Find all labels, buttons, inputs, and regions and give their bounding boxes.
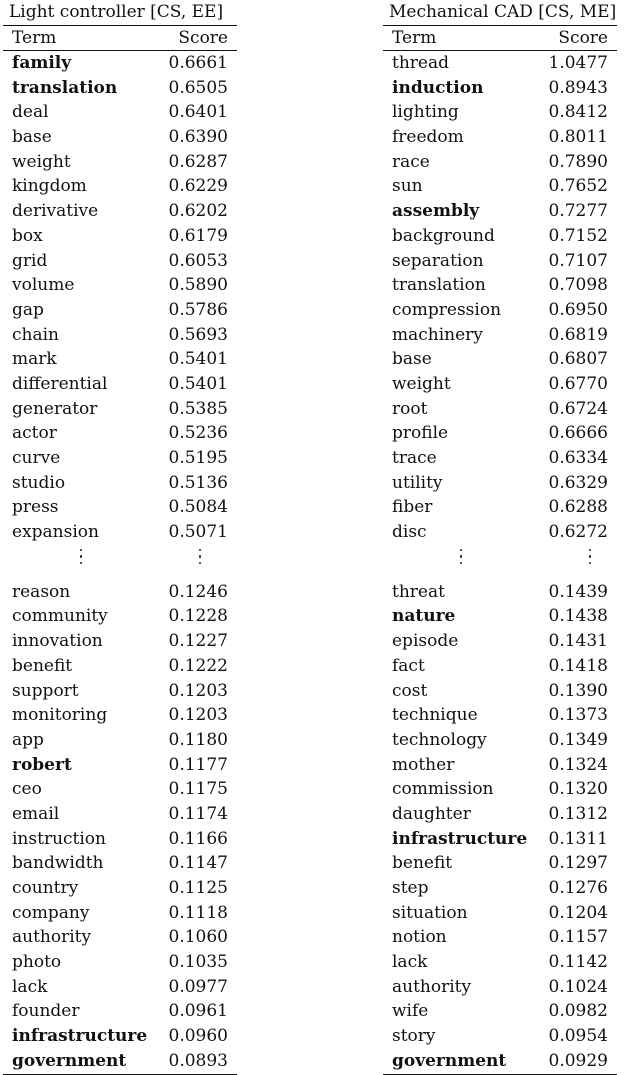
score-cell: 0.1024	[548, 976, 608, 997]
table-row	[383, 629, 617, 654]
score-cell: 0.6661	[168, 53, 228, 73]
score-cell: 0.8943	[548, 77, 608, 98]
table-header-row	[3, 26, 237, 51]
table-row	[3, 728, 237, 753]
table-row	[3, 520, 237, 545]
table-row	[3, 174, 237, 199]
term-cell: translation	[392, 275, 486, 296]
score-cell: 0.0960	[168, 1026, 228, 1047]
score-cell: 0.6390	[168, 127, 228, 148]
score-cell: 0.5401	[168, 373, 228, 394]
term-cell: infrastructure	[12, 1026, 148, 1047]
term-cell: ceo	[12, 779, 42, 800]
table-caption: Mechanical CAD [CS, ME]	[383, 0, 617, 26]
term-cell: infrastructure	[392, 828, 528, 849]
table-row	[383, 495, 617, 520]
table-row	[3, 150, 237, 175]
term-cell: chain	[12, 324, 59, 345]
term-cell: country	[12, 878, 79, 898]
table-row	[3, 604, 237, 629]
table-row	[383, 199, 617, 224]
score-cell: 0.1373	[548, 705, 608, 726]
score-cell: 0.1203	[168, 705, 228, 726]
term-cell: differential	[12, 373, 108, 394]
term-cell: authority	[12, 927, 92, 948]
score-cell: 0.1166	[168, 828, 228, 849]
table-row	[383, 851, 617, 876]
score-cell: 0.0982	[548, 1001, 608, 1022]
term-cell: gap	[12, 299, 44, 320]
table-row	[383, 876, 617, 901]
ellipsis-row	[383, 545, 617, 580]
term-cell: mark	[12, 349, 57, 370]
table-row	[383, 679, 617, 704]
score-cell: 0.5890	[168, 275, 228, 296]
term-cell: government	[12, 1050, 127, 1071]
table-row	[383, 174, 617, 199]
term-cell: induction	[392, 77, 484, 98]
term-cell: grid	[12, 250, 48, 271]
term-cell: reason	[12, 581, 71, 602]
table-row	[3, 347, 237, 372]
score-cell: 0.1431	[548, 631, 608, 652]
score-cell: 0.8011	[548, 127, 608, 148]
term-cell: support	[12, 680, 79, 701]
term-cell: curve	[12, 448, 61, 468]
term-cell: kingdom	[12, 176, 87, 197]
term-cell: situation	[392, 902, 468, 923]
score-cell: 0.6179	[168, 225, 228, 246]
score-cell: 0.0977	[168, 976, 228, 997]
term-cell: race	[392, 151, 430, 172]
term-cell: freedom	[392, 127, 464, 148]
score-cell: 0.0929	[548, 1050, 608, 1071]
score-cell: 0.1324	[548, 754, 608, 775]
vertical-ellipsis-icon	[78, 545, 84, 575]
table-row	[3, 975, 237, 1000]
table-row	[3, 851, 237, 876]
table-row	[3, 629, 237, 654]
table-row	[3, 777, 237, 802]
table-row	[383, 51, 617, 76]
table-row	[383, 76, 617, 101]
score-cell: 0.1312	[548, 803, 608, 824]
term-cell: sun	[392, 176, 423, 197]
score-cell: 0.5195	[168, 448, 228, 468]
table-row	[383, 950, 617, 975]
term-cell: notion	[392, 927, 447, 948]
score-column-header: Score	[558, 28, 608, 48]
table-row	[383, 471, 617, 496]
term-cell: founder	[12, 1001, 80, 1022]
term-cell: volume	[12, 275, 75, 296]
score-cell: 0.1142	[548, 952, 608, 973]
term-cell: base	[392, 349, 432, 370]
term-cell: expansion	[12, 522, 99, 543]
score-cell: 0.6724	[548, 398, 608, 419]
term-cell: step	[392, 878, 429, 898]
table-row	[3, 224, 237, 249]
term-cell: technique	[392, 705, 478, 726]
score-cell: 0.0961	[168, 1001, 228, 1022]
table-row	[3, 901, 237, 926]
term-cell: threat	[392, 581, 445, 602]
table-row	[3, 199, 237, 224]
table-row	[3, 446, 237, 471]
table-row	[383, 150, 617, 175]
table-row	[383, 753, 617, 778]
table-row	[3, 51, 237, 76]
score-cell: 0.7098	[548, 275, 608, 296]
table-row	[383, 975, 617, 1000]
score-cell: 0.5401	[168, 349, 228, 370]
score-cell: 0.1180	[168, 729, 228, 750]
table-row	[3, 679, 237, 704]
score-cell: 0.6819	[548, 324, 608, 345]
table-row	[3, 495, 237, 520]
top-rows	[383, 51, 617, 545]
table-row	[3, 876, 237, 901]
term-column-header: Term	[392, 28, 437, 48]
table-row	[3, 703, 237, 728]
table-row	[383, 520, 617, 545]
table-row	[383, 1049, 617, 1074]
score-cell: 0.1297	[548, 853, 608, 874]
table-row	[383, 703, 617, 728]
score-cell: 0.1418	[548, 655, 608, 676]
score-cell: 1.0477	[548, 53, 608, 73]
score-cell: 0.6287	[168, 151, 228, 172]
term-cell: story	[392, 1026, 436, 1047]
term-cell: instruction	[12, 828, 106, 849]
score-column-header: Score	[178, 28, 228, 48]
term-cell: benefit	[392, 853, 453, 874]
score-cell: 0.1438	[548, 606, 608, 627]
term-cell: utility	[392, 472, 443, 493]
score-cell: 0.6807	[548, 349, 608, 370]
term-cell: weight	[392, 373, 451, 394]
table-row	[383, 925, 617, 950]
score-cell: 0.6288	[548, 497, 608, 518]
table-row	[3, 421, 237, 446]
term-cell: robert	[12, 754, 72, 775]
term-cell: company	[12, 902, 90, 923]
term-cell: base	[12, 127, 52, 148]
table-row	[3, 950, 237, 975]
table-row	[3, 298, 237, 323]
score-cell: 0.8412	[548, 102, 608, 123]
term-cell: cost	[392, 680, 428, 701]
score-cell: 0.6505	[168, 77, 228, 98]
score-cell: 0.1439	[548, 581, 608, 602]
term-cell: profile	[392, 423, 449, 444]
term-cell: technology	[392, 729, 487, 750]
table-row	[3, 397, 237, 422]
mechanical-cad-table	[383, 0, 617, 1075]
score-cell: 0.1175	[168, 779, 228, 800]
score-cell: 0.1204	[548, 902, 608, 923]
table-row	[383, 604, 617, 629]
table-row	[3, 654, 237, 679]
table-row	[383, 777, 617, 802]
table-row	[383, 580, 617, 605]
table-row	[383, 802, 617, 827]
table-row	[383, 999, 617, 1024]
table-row	[3, 125, 237, 150]
score-cell: 0.1311	[548, 828, 608, 849]
score-cell: 0.1203	[168, 680, 228, 701]
table-row	[383, 347, 617, 372]
score-cell: 0.6950	[548, 299, 608, 320]
term-cell: app	[12, 729, 44, 750]
term-cell: derivative	[12, 201, 99, 222]
term-cell: commission	[392, 779, 494, 800]
score-cell: 0.1174	[168, 803, 228, 824]
term-cell: separation	[392, 250, 484, 271]
score-cell: 0.1228	[168, 606, 228, 627]
table-row	[383, 446, 617, 471]
table-row	[383, 125, 617, 150]
score-cell: 0.6666	[548, 423, 608, 444]
table-row	[383, 273, 617, 298]
table-header-row	[383, 26, 617, 51]
term-cell: lack	[392, 952, 428, 973]
term-cell: studio	[12, 472, 66, 493]
table-row	[3, 925, 237, 950]
table-row	[383, 728, 617, 753]
table-row	[3, 827, 237, 852]
term-cell: nature	[392, 606, 456, 627]
term-cell: photo	[12, 952, 62, 973]
term-cell: weight	[12, 151, 71, 172]
term-cell: generator	[12, 398, 98, 419]
table-row	[3, 753, 237, 778]
term-cell: innovation	[12, 631, 103, 652]
table-row	[3, 471, 237, 496]
term-cell: community	[12, 606, 108, 627]
table-row	[3, 580, 237, 605]
term-cell: daughter	[392, 803, 471, 824]
term-cell: benefit	[12, 655, 73, 676]
score-cell: 0.1118	[168, 902, 228, 923]
vertical-ellipsis-icon	[458, 545, 464, 575]
term-cell: compression	[392, 299, 502, 320]
score-cell: 0.1125	[168, 878, 228, 898]
vertical-ellipsis-icon	[197, 545, 203, 575]
table-row	[3, 999, 237, 1024]
score-cell: 0.6053	[168, 250, 228, 271]
table-row	[383, 372, 617, 397]
vertical-ellipsis-icon	[587, 545, 593, 575]
table-row	[383, 901, 617, 926]
score-cell: 0.5136	[168, 472, 228, 493]
term-column-header: Term	[12, 28, 57, 48]
score-cell: 0.5693	[168, 324, 228, 345]
score-cell: 0.7107	[548, 250, 608, 271]
score-cell: 0.1227	[168, 631, 228, 652]
term-cell: lighting	[392, 102, 459, 123]
term-cell: machinery	[392, 324, 483, 345]
top-rows	[3, 51, 237, 545]
table-row	[383, 100, 617, 125]
table-row	[383, 224, 617, 249]
score-cell: 0.1157	[548, 927, 608, 948]
term-cell: email	[12, 803, 60, 824]
table-row	[3, 1024, 237, 1049]
table-row	[3, 323, 237, 348]
table-row	[3, 1049, 237, 1074]
term-cell: background	[392, 225, 495, 246]
table-row	[3, 372, 237, 397]
bottom-rows	[3, 580, 237, 1075]
bottom-rows	[383, 580, 617, 1075]
table-row	[383, 249, 617, 274]
score-cell: 0.0893	[168, 1050, 228, 1071]
table-row	[383, 298, 617, 323]
light-controller-table	[3, 0, 237, 1075]
score-cell: 0.1320	[548, 779, 608, 800]
score-cell: 0.6329	[548, 472, 608, 493]
score-cell: 0.5786	[168, 299, 228, 320]
score-cell: 0.5084	[168, 497, 228, 518]
score-cell: 0.7277	[548, 201, 608, 222]
ellipsis-row	[3, 545, 237, 580]
score-cell: 0.7652	[548, 176, 608, 197]
score-cell: 0.7152	[548, 225, 608, 246]
table-row	[383, 827, 617, 852]
score-cell: 0.5236	[168, 423, 228, 444]
score-cell: 0.7890	[548, 151, 608, 172]
score-cell: 0.1349	[548, 729, 608, 750]
score-cell: 0.6770	[548, 373, 608, 394]
term-cell: root	[392, 398, 428, 419]
term-cell: thread	[392, 53, 449, 73]
table-row	[383, 1024, 617, 1049]
score-cell: 0.5071	[168, 522, 228, 543]
score-cell: 0.0954	[548, 1026, 608, 1047]
table-row	[383, 421, 617, 446]
table-row	[3, 100, 237, 125]
table-row	[3, 76, 237, 101]
term-cell: family	[12, 53, 72, 73]
term-cell: deal	[12, 102, 49, 123]
score-cell: 0.1222	[168, 655, 228, 676]
score-cell: 0.5385	[168, 398, 228, 419]
term-cell: wife	[392, 1001, 429, 1022]
term-cell: government	[392, 1050, 507, 1071]
score-cell: 0.1177	[168, 754, 228, 775]
term-cell: fiber	[392, 497, 433, 518]
score-cell: 0.6202	[168, 201, 228, 222]
score-cell: 0.1246	[168, 581, 228, 602]
term-cell: monitoring	[12, 705, 108, 726]
term-cell: episode	[392, 631, 459, 652]
score-cell: 0.6229	[168, 176, 228, 197]
score-cell: 0.1147	[168, 853, 228, 874]
term-cell: lack	[12, 976, 48, 997]
term-cell: authority	[392, 976, 472, 997]
score-cell: 0.1390	[548, 680, 608, 701]
term-cell: actor	[12, 423, 57, 444]
term-cell: bandwidth	[12, 853, 104, 874]
term-cell: press	[12, 497, 59, 518]
score-cell: 0.1035	[168, 952, 228, 973]
table-row	[383, 323, 617, 348]
score-cell: 0.1060	[168, 927, 228, 948]
table-row	[383, 654, 617, 679]
score-cell: 0.6401	[168, 102, 228, 123]
table-row	[3, 802, 237, 827]
term-cell: box	[12, 225, 43, 246]
table-row	[3, 273, 237, 298]
term-cell: mother	[392, 754, 455, 775]
term-cell: translation	[12, 77, 118, 98]
table-row	[3, 249, 237, 274]
term-cell: assembly	[392, 201, 480, 222]
term-cell: trace	[392, 448, 437, 468]
term-cell: disc	[392, 522, 427, 543]
score-cell: 0.1276	[548, 878, 608, 898]
score-cell: 0.6272	[548, 522, 608, 543]
term-cell: fact	[392, 655, 425, 676]
score-cell: 0.6334	[548, 448, 608, 468]
table-caption: Light controller [CS, EE]	[3, 0, 237, 26]
table-row	[383, 397, 617, 422]
